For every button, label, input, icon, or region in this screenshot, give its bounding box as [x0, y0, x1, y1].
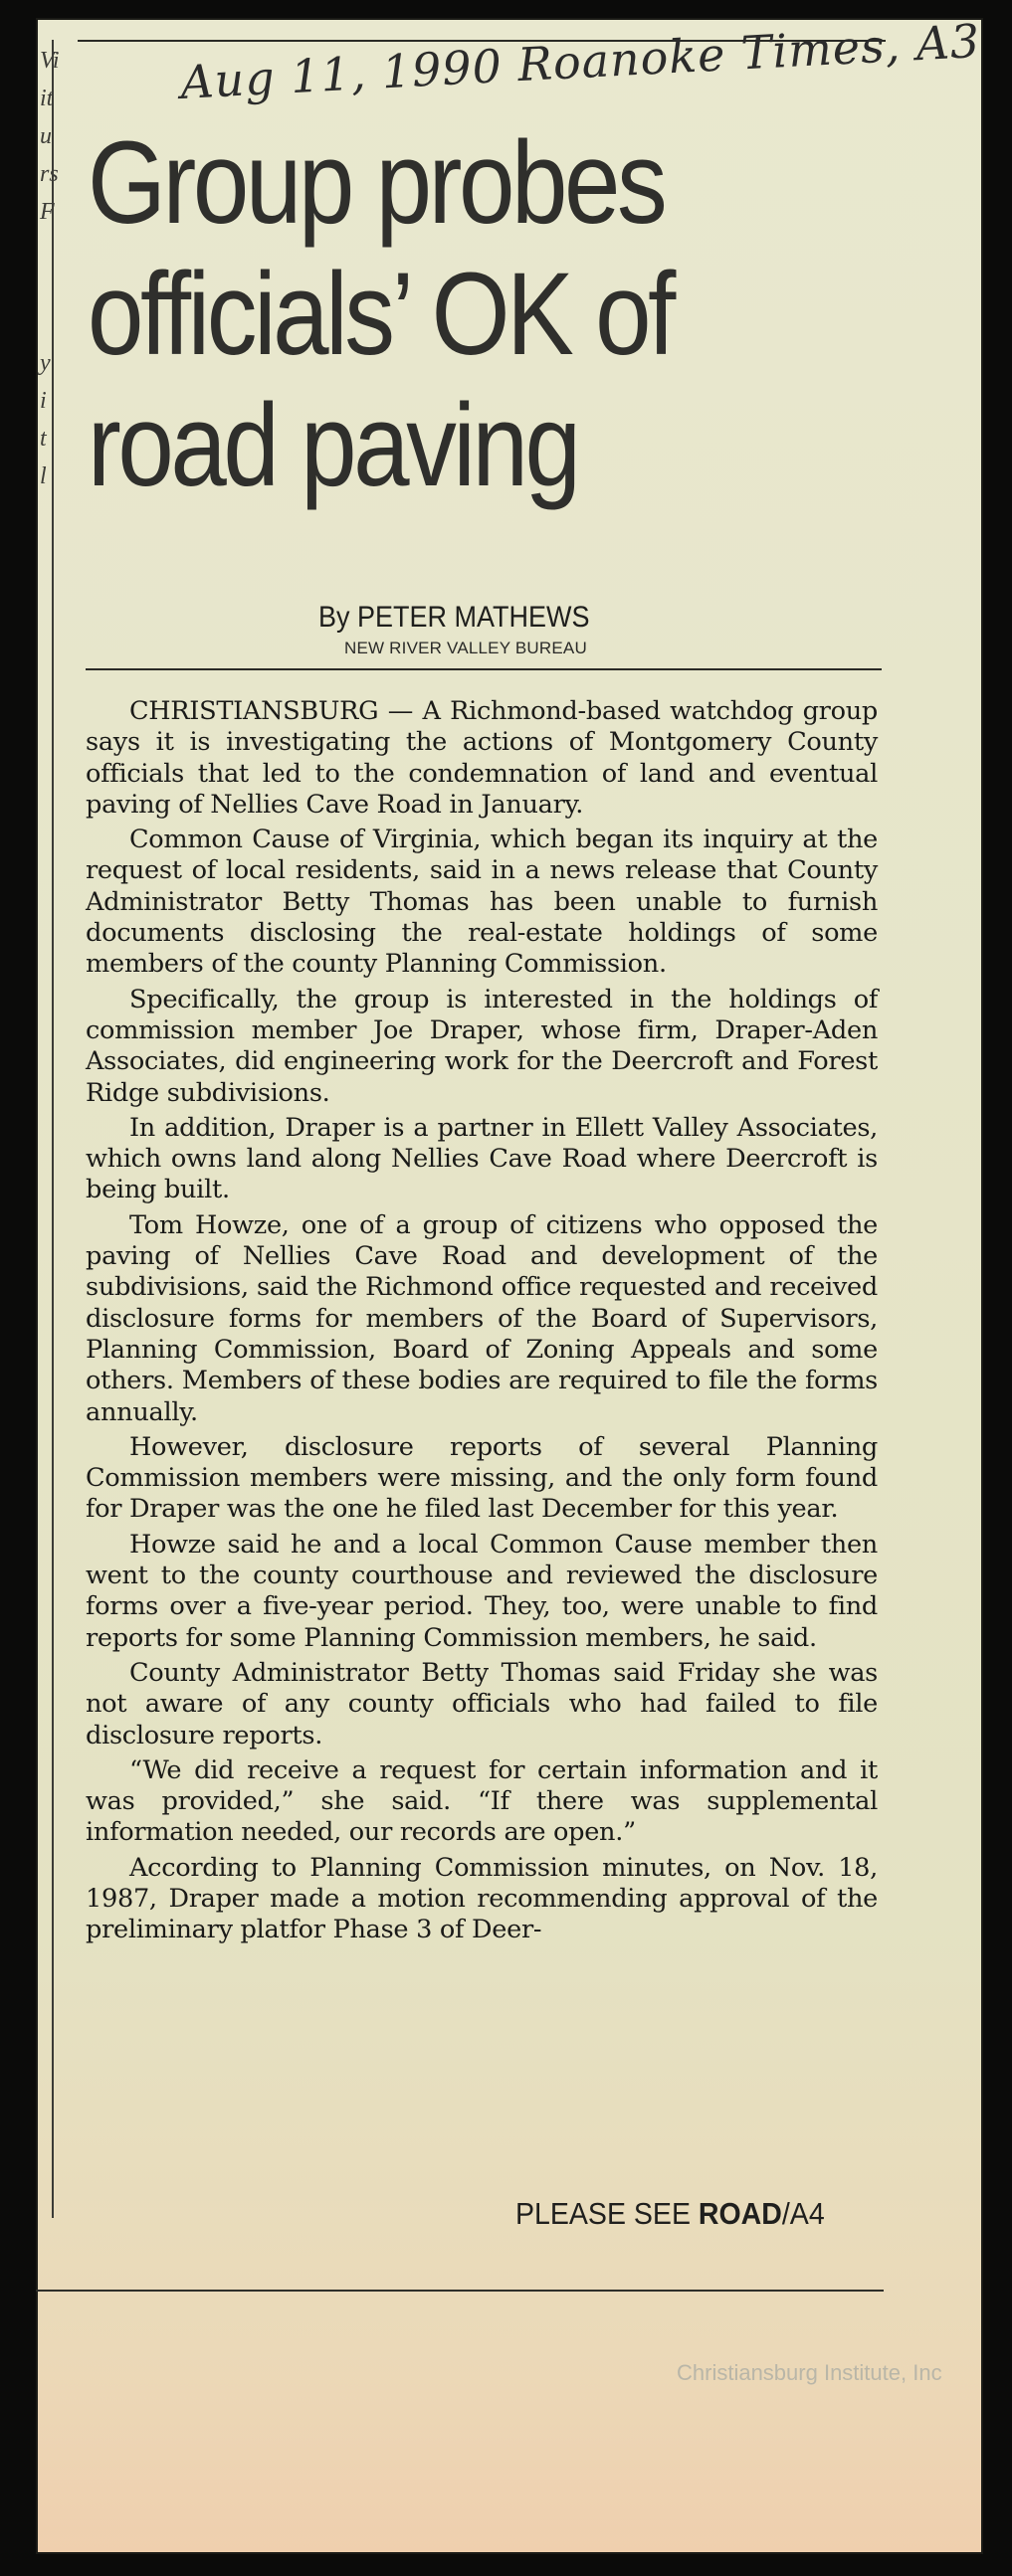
article-paragraph: County Administrator Betty Thomas said Friday she was not aware of any county officials who had failed to file disclosure reports. [86, 1657, 878, 1750]
left-fragment: u [40, 123, 52, 149]
continued-jump-line [515, 2196, 825, 2232]
left-fragment: y [40, 350, 51, 376]
article-paragraph: “We did receive a request for certain information and it was provided,” she said. “If there was supplemental information needed, our records are open.” [86, 1754, 878, 1848]
jump-prefix: PLEASE SEE [515, 2196, 699, 2231]
left-fragment [40, 269, 60, 306]
handwritten-date-note: Aug 11, 1990 Roanoke Times, A3 [179, 13, 982, 109]
article-paragraph: In addition, Draper is a partner in Ellett Valley Associates, which owns land along Nellies Cave Road where Deercroft is being built. [86, 1112, 878, 1205]
left-fragment [40, 306, 60, 344]
article-paragraph: However, disclosure reports of several Planning Commission members were missing, and the only form found for Draper was the one he filed last December for this year. [86, 1431, 878, 1525]
article-paragraph: Howze said he and a local Common Cause member then went to the county courthouse and reviewed the disclosure forms over a five-year period. They, too, were unable to find reports for some Planning Commission members, he said. [86, 1529, 878, 1653]
jump-suffix: /A4 [781, 2196, 825, 2231]
left-fragment: F [40, 199, 55, 225]
article-paragraph: Common Cause of Virginia, which began its inquiry at the request of local residents, said in a news release that County Administrator Betty Thomas has been unable to furnish documents disclosing the real-estate holdings of some members of the county Planning Commission. [86, 825, 878, 980]
bureau-line: NEW RIVER VALLEY BUREAU [344, 639, 587, 657]
article-paragraph: Specifically, the group is interested in the holdings of commission member Joe Draper, whose firm, Draper-Aden Associates, did engineering work for the Deercroft and Forest Ridge subdivisions. [86, 984, 878, 1108]
byline-rule [86, 668, 882, 670]
article-paragraph: CHRISTIANSBURG — A Richmond-based watchdog group says it is investigating the actions of Montgomery County officials that led to the condemnation of land and eventual paving of Nellies Cave Road in January. [86, 696, 878, 820]
article-body [86, 696, 878, 1950]
left-fragment: i [40, 388, 47, 414]
byline: By PETER MATHEWS [318, 601, 590, 634]
left-fragment: t [40, 426, 47, 452]
article-paragraph: According to Planning Commission minutes, on Nov. 18, 1987, Draper made a motion recommending approval of the preliminary platfor Phase 3 of Deer- [86, 1852, 878, 1945]
left-fragment: it [40, 86, 54, 111]
jump-word: ROAD [698, 2196, 782, 2231]
left-fragment: Vi [40, 48, 60, 74]
left-fragment [40, 231, 60, 269]
left-edge-fragments [40, 42, 60, 495]
bottom-rule [36, 2290, 884, 2292]
left-fragment: rs [40, 161, 59, 187]
headline: Group probes officials’ OK of road paving [88, 117, 673, 511]
archive-watermark: Christiansburg Institute, Inc [677, 2360, 942, 2385]
article-paragraph: Tom Howze, one of a group of citizens who opposed the paving of Nellies Cave Road and development of the subdivisions, said the Richmond office requested and received disclosure forms for members of the Board of Supervisors, Planning Commission, Board of Zoning Appeals and some others. Members of these bodies are required to file the forms annually. [86, 1209, 878, 1427]
left-fragment: l [40, 463, 47, 489]
